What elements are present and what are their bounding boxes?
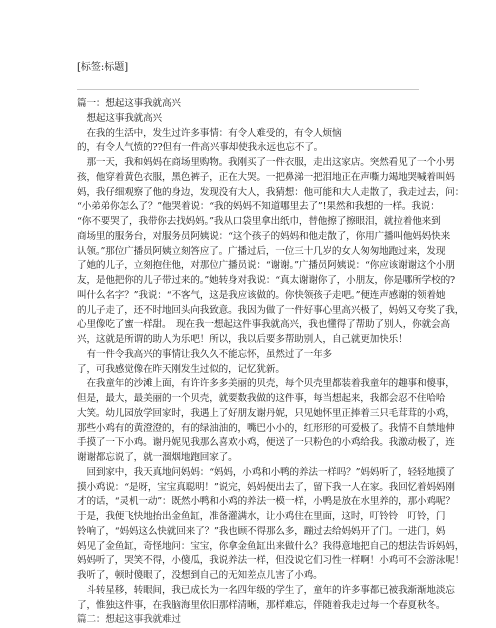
text-line: 的，有令人气愤的??但有一件高兴事却使我永远也忘不了。 [77, 142, 324, 154]
text-line: 妈见了金鱼缸，奇怪地问：宝宝，你拿金鱼缸出来做什么？我得意地把自己的想法告诉妈妈， [77, 540, 465, 552]
text-line: 了，可我感觉像在昨天刚发生过似的，记忆犹新。 [77, 363, 285, 375]
section-heading: 篇一：想起这事我就高兴 [77, 98, 181, 109]
text-line: 于是，我便飞快地抬出金鱼缸，准备灌满水，让小鸡住在里面，这时，叮铃铃 叮铃，门 [77, 511, 446, 522]
text-line: 我听了，顿时傻眼了，没想到自己的无知差点儿害了小鸡。 [77, 570, 323, 581]
text-line: 手摸了一下小鸡。谢丹妮见我那么喜欢小鸡，便送了一只粉色的小鸡给我。我激动极了，连 [77, 437, 455, 449]
text-line: 孩，他穿着黄色衣服，黑色裤子，正在大哭。一把鼻涕一把泪地正在声嘶力竭地哭喊着叫妈 [77, 171, 455, 183]
text-line: 在我童年的沙滩上面，有许许多多美丽的贝壳，每个贝壳里都装着我童年的趣事和傻事， [77, 378, 455, 390]
divider [77, 89, 419, 90]
text-line: 在我的生活中，发生过许多事情：有令人难受的，有令人烦恼 [77, 127, 342, 139]
text-line: 篇二：想起这事我就难过 [77, 614, 181, 626]
text-line: 友，是他把你的儿子带过来的。”她转身对我说：“真太谢谢你了，小朋友，你是哪所学校的? [77, 275, 456, 286]
text-line: 但是，最大，最美丽的一个贝壳，就要数我做的这件事，每当想起来，我都会忍不住哈哈 [77, 393, 446, 404]
text-line: 那一天，我和妈妈在商场里购物。我刚买了一件衣服，走出这家店。突然看见了一个小男 [77, 157, 455, 168]
text-line: 心里像吃了蜜一样甜。 现在我一想起这件事我就高兴，我也懂得了帮助了别人，你就会高 [77, 319, 450, 331]
text-line: 妈，我仔细观察了他的身边，发现没有大人，我猜想：他可能和大人走散了，我走过去，问： [77, 186, 465, 198]
text-line: “小弟弟你怎么了？”他哭着说：“我的妈妈不知道哪里去了”!果然和我想的一样。我说： [77, 201, 440, 213]
text-line: 斗转星移，转眼间，我已成长为一名四年级的学生了，童年的许多事都已被我渐渐地淡忘 [77, 584, 455, 596]
text-line: 摸小鸡说：“是呀，宝宝真聪明！”说完，妈妈便出去了，留下我一人在家。我回忆着妈妈刚 [77, 481, 455, 493]
text-line: 想起这事我就高兴 [77, 112, 162, 124]
text-line: 谢谢都忘说了，就一溜烟地跑回家了。 [77, 452, 238, 463]
text-line: 回到家中，我天真地问妈妈：“妈妈，小鸡和小鸭的养法一样吗？”妈妈听了，轻轻地摸了 [77, 466, 455, 478]
text-line: 铃响了，“妈妈这么快就回来了？”我也顾不得那么多，蹦过去给妈妈开了门。一进门，妈 [77, 525, 446, 537]
text-line: “你不要哭了，我带你去找妈妈。”我从口袋里拿出纸巾，替他擦了擦眼泪，就拉着他来到 [77, 216, 441, 227]
text-line: 了，惟独这件事，在我脑海里依旧那样清晰，那样难忘，伴随着我走过每一个春夏秋冬。 [77, 599, 446, 611]
text-line: 兴，这就是所谓的助人为乐吧！所以，我以后要多帮助别人，自己就更加快乐！ [77, 334, 408, 345]
text-line: 有一件令我高兴的事情让我久久不能忘怀，虽然过了一年多 [77, 348, 332, 360]
tag-title: [标签:标题] [77, 62, 129, 73]
text-line: 商场里的服务台，对服务员阿姨说：“这个孩子的妈妈和他走散了，你用广播叫他妈妈快来 [77, 230, 451, 242]
text-line: 的儿子走了，还不时地回头向我致意。我因为做了一件好事心里高兴极了，妈妈又夸奖了我， [77, 304, 465, 316]
text-line: 叫什么名字？”我说：“不客气，这是我应该做的。你快领孩子走吧。”便连声感谢的领着她 [77, 289, 446, 301]
text-line: 那些小鸡有的黄澄澄的，有的绿油油的，嘴巴小小的，红形形的可爱极了。我情不自禁地伸 [77, 422, 455, 434]
article-body [77, 97, 465, 628]
text-line: 认领。”那位广播员阿姨立刻答应了。广播过后，一位三十几岁的女人匆匆地跑过来，发现 [77, 245, 446, 257]
text-line: 才的话，“灵机一动”：既然小鸭和小鸡的养法一模一样，小鸭是放在水里养的，那小鸡呢？ [77, 496, 455, 508]
text-line: 了她的儿子，立刻抱住他，对那位广播员说：“谢谢。”广播员阿姨说：“你应该谢谢这个小朋 [77, 260, 455, 272]
text-line: 妈妈听了，哭笑不得，小傻瓜，我说养法一样，但没说它们习性一样啊！小鸡可不会游泳呢！ [77, 555, 465, 567]
text-line: 大笑。幼儿园放学回家时，我遇上了好朋友谢丹妮，只见她怀里正捧着三只毛茸茸的小鸡， [77, 407, 455, 419]
